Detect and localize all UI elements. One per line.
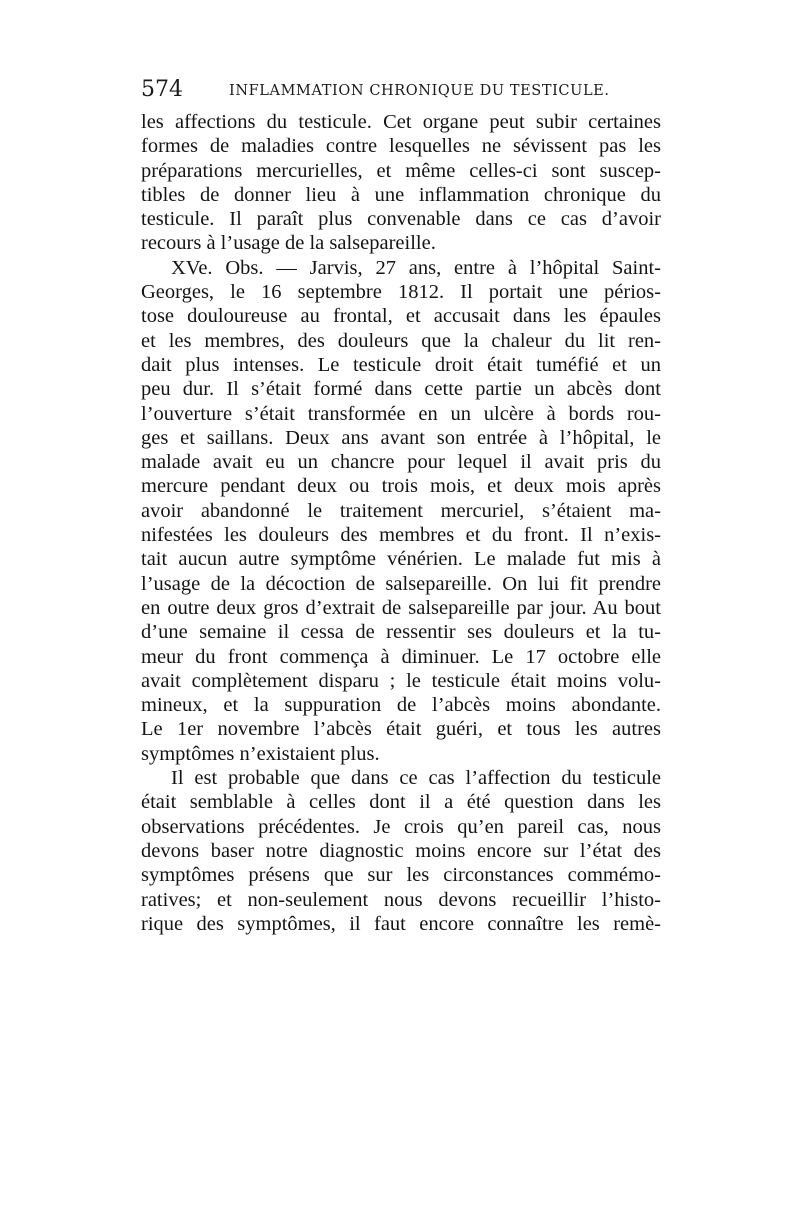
text-line: d’une semaine il cessa de ressentir ses douleurs et la tu-: [141, 621, 661, 644]
text-line: préparations mercurielles, et même celles-ci sont suscep-: [141, 159, 661, 182]
text-line: Georges, le 16 septembre 1812. Il portait une périos-: [141, 281, 661, 304]
text-line: symptômes présens que sur les circonstances commémo-: [141, 864, 661, 887]
running-head: [141, 76, 661, 106]
text-line: meur du front commença à diminuer. Le 17 octobre elle: [141, 645, 661, 668]
text-line: et les membres, des douleurs que la chaleur du lit ren-: [141, 329, 661, 352]
text-line: tait aucun autre symptôme vénérien. Le malade fut mis à: [141, 548, 661, 571]
text-line: ges et saillans. Deux ans avant son entrée à l’hôpital, le: [141, 426, 661, 449]
text-line: formes de maladies contre lesquelles ne sévissent pas les: [141, 135, 661, 158]
text-line: nifestées les douleurs des membres et du front. Il n’exis-: [141, 524, 661, 547]
text-line: observations précédentes. Je crois qu’en pareil cas, nous: [141, 815, 661, 838]
text-line: peu dur. Il s’était formé dans cette partie un abcès dont: [141, 378, 661, 401]
text-line: devons baser notre diagnostic moins encore sur l’état des: [141, 839, 661, 862]
page-number: 574: [141, 77, 183, 102]
text-line: symptômes n’existaient plus.: [141, 742, 380, 765]
text-line: XVe. Obs. — Jarvis, 27 ans, entre à l’hôpital Saint-: [171, 256, 661, 279]
text-line: avoir abandonné le traitement mercuriel, s’étaient ma-: [141, 499, 661, 522]
text-line: en outre deux gros d’extrait de salsepareille par jour. Au bout: [141, 596, 661, 619]
text-line: tose douloureuse au frontal, et accusait dans les épaules: [141, 305, 661, 328]
text-line: recours à l’usage de la salsepareille.: [141, 232, 436, 255]
text-line: tibles de donner lieu à une inflammation chronique du: [141, 183, 661, 206]
text-line: avait complètement disparu ; le testicule était moins volu-: [141, 669, 661, 692]
text-line: Le 1er novembre l’abcès était guéri, et tous les autres: [141, 718, 661, 741]
text-line: rique des symptômes, il faut encore connaître les remè-: [141, 912, 661, 935]
text-line: dait plus intenses. Le testicule droit était tuméfié et un: [141, 353, 661, 376]
text-line: ratives; et non-seulement nous devons recueillir l’histo-: [141, 888, 661, 911]
text-line: les affections du testicule. Cet organe peut subir certaines: [141, 111, 661, 133]
text-line: Il est probable que dans ce cas l’affection du testicule: [171, 767, 661, 790]
text-line: testicule. Il paraît plus convenable dans ce cas d’avoir: [141, 208, 661, 231]
text-line: malade avait eu un chancre pour lequel il avait pris du: [141, 451, 661, 474]
text-line: l’usage de la décoction de salsepareille. On lui fit prendre: [141, 572, 661, 595]
text-line: était semblable à celles dont il a été question dans les: [141, 791, 661, 814]
text-line: l’ouverture s’était transformée en un ulcère à bords rou-: [141, 402, 661, 425]
body-text: [141, 110, 661, 936]
running-title: INFLAMMATION CHRONIQUE DU TESTICULE.: [229, 83, 610, 99]
text-line: mercure pendant deux ou trois mois, et deux mois après: [141, 475, 661, 498]
text-line: mineux, et la suppuration de l’abcès moins abondante.: [141, 694, 661, 717]
